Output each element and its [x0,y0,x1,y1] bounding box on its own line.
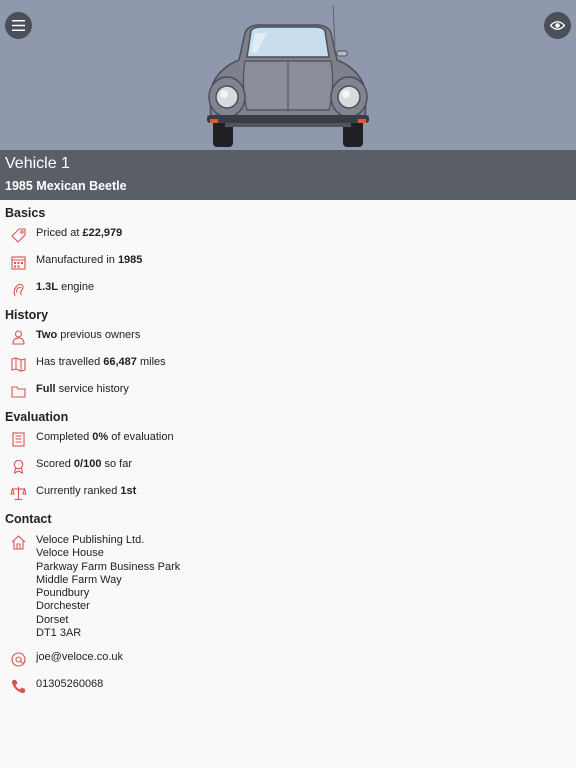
scales-icon [10,485,27,502]
award-ribbon-icon [10,458,27,475]
address-line: Veloce House [36,547,104,560]
manufactured-text: Manufactured in 1985 [36,254,143,266]
checklist-icon [10,431,27,448]
section-title-contact: Contact [5,512,52,526]
section-title-history: History [5,308,49,322]
menu-button[interactable] [5,12,32,39]
price-tag-icon [10,227,27,244]
phone-icon [10,678,27,695]
ranked-text: Currently ranked 1st [36,485,137,497]
address-line: DT1 3AR [36,627,82,640]
person-icon [10,329,27,346]
phone-link[interactable]: 01305260068 [36,678,104,690]
section-title-evaluation: Evaluation [5,410,69,424]
at-sign-icon [10,651,27,668]
address-line: Middle Farm Way [36,573,122,586]
price-text: Priced at £22,979 [36,227,123,239]
engine-icon [10,281,27,298]
view-toggle-button[interactable] [544,12,571,39]
email-link[interactable]: joe@veloce.co.uk [36,651,123,663]
folder-icon [10,383,27,400]
completed-text: Completed 0% of evaluation [36,431,174,443]
miles-text: Has travelled 66,487 miles [36,356,166,368]
scored-text: Scored 0/100 so far [36,458,133,470]
map-icon [10,356,27,373]
address-text [36,534,180,640]
address-line: Dorchester [36,600,90,613]
address-line: Poundbury [36,587,90,600]
address-line: Dorset [36,613,69,626]
eye-icon [550,20,565,31]
vehicle-title-bar [0,150,576,200]
address-line: Parkway Farm Business Park [36,560,181,573]
section-title-basics: Basics [5,206,46,220]
address-line: Veloce Publishing Ltd. [36,534,145,546]
owners-text: Two previous owners [36,329,141,341]
service-text: Full service history [36,383,129,395]
vehicle-subtitle: 1985 Mexican Beetle [5,179,127,193]
engine-text: 1.3L engine [36,281,95,293]
home-icon [10,534,27,551]
hamburger-icon [12,20,25,31]
vehicle-hero-image [0,0,576,150]
beetle-car-illustration [205,5,371,150]
vehicle-title: Vehicle 1 [5,155,70,172]
calendar-icon [10,254,27,271]
